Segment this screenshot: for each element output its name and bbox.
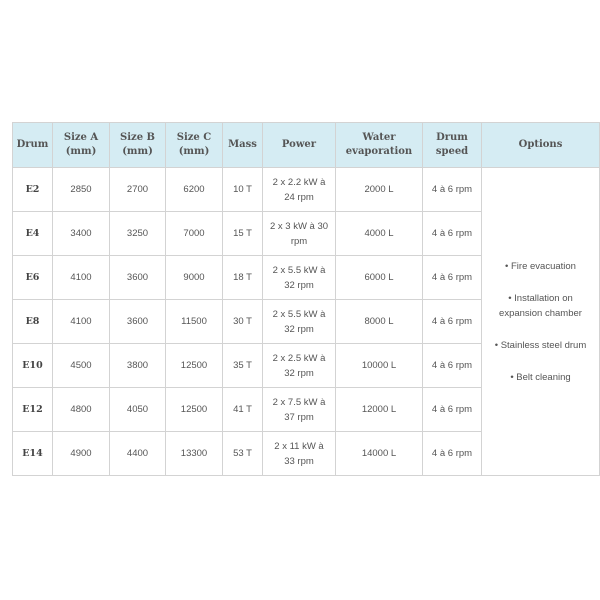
cell-size-b: 3600 [110, 300, 166, 344]
header-drum-speed: Drum speed [423, 123, 482, 168]
header-power: Power [263, 123, 336, 168]
cell-water: 2000 L [336, 168, 423, 212]
options-cell [482, 168, 600, 476]
option-item: • Fire evacuation [505, 260, 576, 272]
cell-water: 6000 L [336, 256, 423, 300]
cell-speed: 4 à 6 rpm [423, 432, 482, 476]
cell-power: 2 x 3 kW à 30 rpm [263, 212, 336, 256]
header-water-evaporation: Water evaporation [336, 123, 423, 168]
cell-size-a: 2850 [53, 168, 110, 212]
cell-water: 14000 L [336, 432, 423, 476]
header-size-b: Size B (mm) [110, 123, 166, 168]
cell-power: 2 x 11 kW à 33 rpm [263, 432, 336, 476]
cell-size-c: 9000 [166, 256, 223, 300]
cell-mass: 15 T [223, 212, 263, 256]
cell-size-b: 2700 [110, 168, 166, 212]
cell-power: 2 x 2.2 kW à 24 rpm [263, 168, 336, 212]
cell-mass: 53 T [223, 432, 263, 476]
cell-size-a: 4100 [53, 256, 110, 300]
cell-size-b: 3250 [110, 212, 166, 256]
header-options: Options [482, 123, 600, 168]
cell-speed: 4 à 6 rpm [423, 388, 482, 432]
cell-size-b: 3600 [110, 256, 166, 300]
cell-drum: E14 [13, 432, 53, 476]
cell-size-b: 4400 [110, 432, 166, 476]
cell-power: 2 x 5.5 kW à 32 rpm [263, 300, 336, 344]
header-mass: Mass [223, 123, 263, 168]
cell-size-a: 4800 [53, 388, 110, 432]
cell-size-a: 4900 [53, 432, 110, 476]
cell-water: 12000 L [336, 388, 423, 432]
cell-power: 2 x 5.5 kW à 32 rpm [263, 256, 336, 300]
cell-speed: 4 à 6 rpm [423, 300, 482, 344]
cell-water: 4000 L [336, 212, 423, 256]
option-item: • Stainless steel drum [494, 339, 587, 351]
cell-size-c: 12500 [166, 388, 223, 432]
cell-size-b: 3800 [110, 344, 166, 388]
cell-mass: 18 T [223, 256, 263, 300]
spec-table-container [12, 122, 599, 476]
cell-power: 2 x 2.5 kW à 32 rpm [263, 344, 336, 388]
cell-speed: 4 à 6 rpm [423, 344, 482, 388]
cell-mass: 30 T [223, 300, 263, 344]
cell-power: 2 x 7.5 kW à 37 rpm [263, 388, 336, 432]
header-drum: Drum [13, 123, 53, 168]
cell-speed: 4 à 6 rpm [423, 256, 482, 300]
cell-water: 10000 L [336, 344, 423, 388]
cell-mass: 10 T [223, 168, 263, 212]
cell-size-c: 6200 [166, 168, 223, 212]
cell-speed: 4 à 6 rpm [423, 168, 482, 212]
cell-drum: E12 [13, 388, 53, 432]
option-item: • Installation on expansion chamber [499, 292, 582, 319]
header-size-c: Size C (mm) [166, 123, 223, 168]
cell-size-a: 3400 [53, 212, 110, 256]
cell-mass: 41 T [223, 388, 263, 432]
cell-size-b: 4050 [110, 388, 166, 432]
header-row [13, 123, 600, 168]
cell-drum: E6 [13, 256, 53, 300]
cell-mass: 35 T [223, 344, 263, 388]
cell-drum: E10 [13, 344, 53, 388]
cell-size-c: 11500 [166, 300, 223, 344]
cell-size-a: 4100 [53, 300, 110, 344]
cell-speed: 4 à 6 rpm [423, 212, 482, 256]
cell-drum: E4 [13, 212, 53, 256]
option-item: • Belt cleaning [510, 371, 571, 383]
cell-size-c: 7000 [166, 212, 223, 256]
cell-size-a: 4500 [53, 344, 110, 388]
table-row [13, 168, 600, 212]
cell-water: 8000 L [336, 300, 423, 344]
cell-size-c: 13300 [166, 432, 223, 476]
header-size-a: Size A (mm) [53, 123, 110, 168]
cell-drum: E2 [13, 168, 53, 212]
cell-size-c: 12500 [166, 344, 223, 388]
cell-drum: E8 [13, 300, 53, 344]
drum-spec-table [12, 122, 600, 476]
